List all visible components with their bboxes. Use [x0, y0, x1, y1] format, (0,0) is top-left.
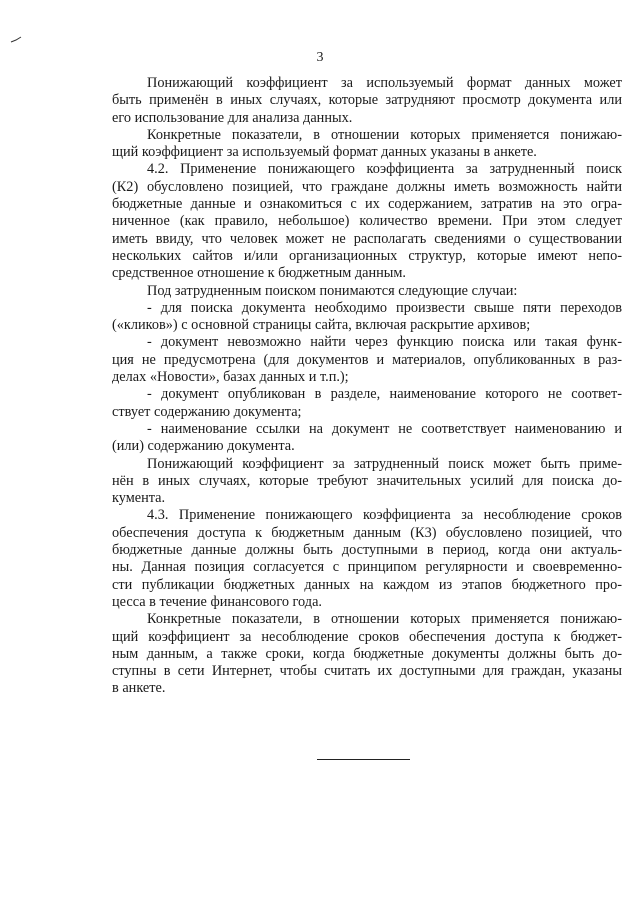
- text-line: Понижающий коэффициент за затрудненный поиск может быть приме-: [147, 455, 622, 472]
- text-line: Под затрудненным поиском понимаются следующие случаи:: [147, 282, 518, 299]
- text-line: обеспечения доступа к бюджетным данным (К3) обусловлено позицией, что: [112, 524, 622, 541]
- text-line: нён в иных случаях, которые требуют значительных усилий для поиска до-: [112, 472, 622, 489]
- document-body: [112, 75, 622, 698]
- text-line: ным данным, а также сроки, когда бюджетные документы должны быть до-: [112, 645, 622, 662]
- text-line: средственное отношение к бюджетным данным.: [112, 265, 406, 282]
- text-line: кумента.: [112, 490, 166, 507]
- text-line: щий коэффициент за используемый формат данных указаны в анкете.: [112, 144, 537, 161]
- text-line: Конкретные показатели, в отношении которых применяется понижаю-: [147, 126, 622, 143]
- text-line: бюджетные данные и ознакомиться с их содержанием, затратив на это огра-: [112, 196, 622, 213]
- text-line: ция не предусмотрена (для документов и материалов, опубликованных в раз-: [112, 351, 622, 368]
- text-line: - наименование ссылки на документ не соответствует наименованию и: [147, 420, 622, 437]
- text-line: быть применён в иных случаях, которые затрудняют просмотр документа или: [112, 92, 622, 109]
- text-line: делах «Новости», базах данных и т.п.);: [112, 369, 349, 386]
- text-line: Понижающий коэффициент за используемый формат данных может: [147, 75, 622, 91]
- text-line: Конкретные показатели, в отношении которых применяется понижаю-: [147, 611, 622, 628]
- end-of-text-rule: [317, 759, 410, 760]
- text-line: щий коэффициент за несоблюдение сроков обеспечения доступа к бюджет-: [112, 628, 622, 645]
- text-line: - документ опубликован в разделе, наименование которого не соответ-: [147, 386, 622, 403]
- text-line: - для поиска документа необходимо произвести свыше пяти переходов: [147, 299, 622, 316]
- text-line: ступны в сети Интернет, чтобы считать их доступными для граждан, указаны: [112, 663, 622, 680]
- text-line: в анкете.: [112, 680, 166, 697]
- text-line: ниченное (как правило, небольшое) количество времени. При этом следует: [112, 213, 622, 230]
- text-line: (К2) обусловлено позицией, что граждане должны иметь возможность найти: [112, 178, 622, 195]
- text-line: 4.3. Применение понижающего коэффициента за несоблюдение сроков: [147, 507, 622, 524]
- text-line: 4.2. Применение понижающего коэффициента за затрудненный поиск: [147, 161, 622, 178]
- text-line: бюджетные данные должны быть доступными в период, когда они актуаль-: [112, 542, 622, 559]
- text-line: нескольких сайтов и/или организационных структур, которые имеют непо-: [112, 247, 622, 264]
- text-line: сти публикации бюджетных данных на каждом из этапов бюджетного про-: [112, 576, 622, 593]
- scan-artifact-mark: [10, 36, 22, 44]
- page-number: 3: [316, 50, 324, 65]
- text-line: ствует содержанию документа;: [112, 403, 302, 420]
- text-line: - документ невозможно найти через функцию поиска или такая функ-: [147, 334, 622, 351]
- text-line: цесса в течение финансового года.: [112, 593, 322, 610]
- text-line: («кликов») с основной страницы сайта, включая раскрытие архивов;: [112, 317, 531, 334]
- text-line: ны. Данная позиция согласуется с принципом регулярности и своевременно-: [112, 559, 622, 576]
- text-line: его использование для анализа данных.: [112, 109, 353, 126]
- text-line: иметь ввиду, что человек может не располагать сведениями о существовании: [112, 230, 622, 247]
- text-line: (или) содержанию документа.: [112, 438, 295, 455]
